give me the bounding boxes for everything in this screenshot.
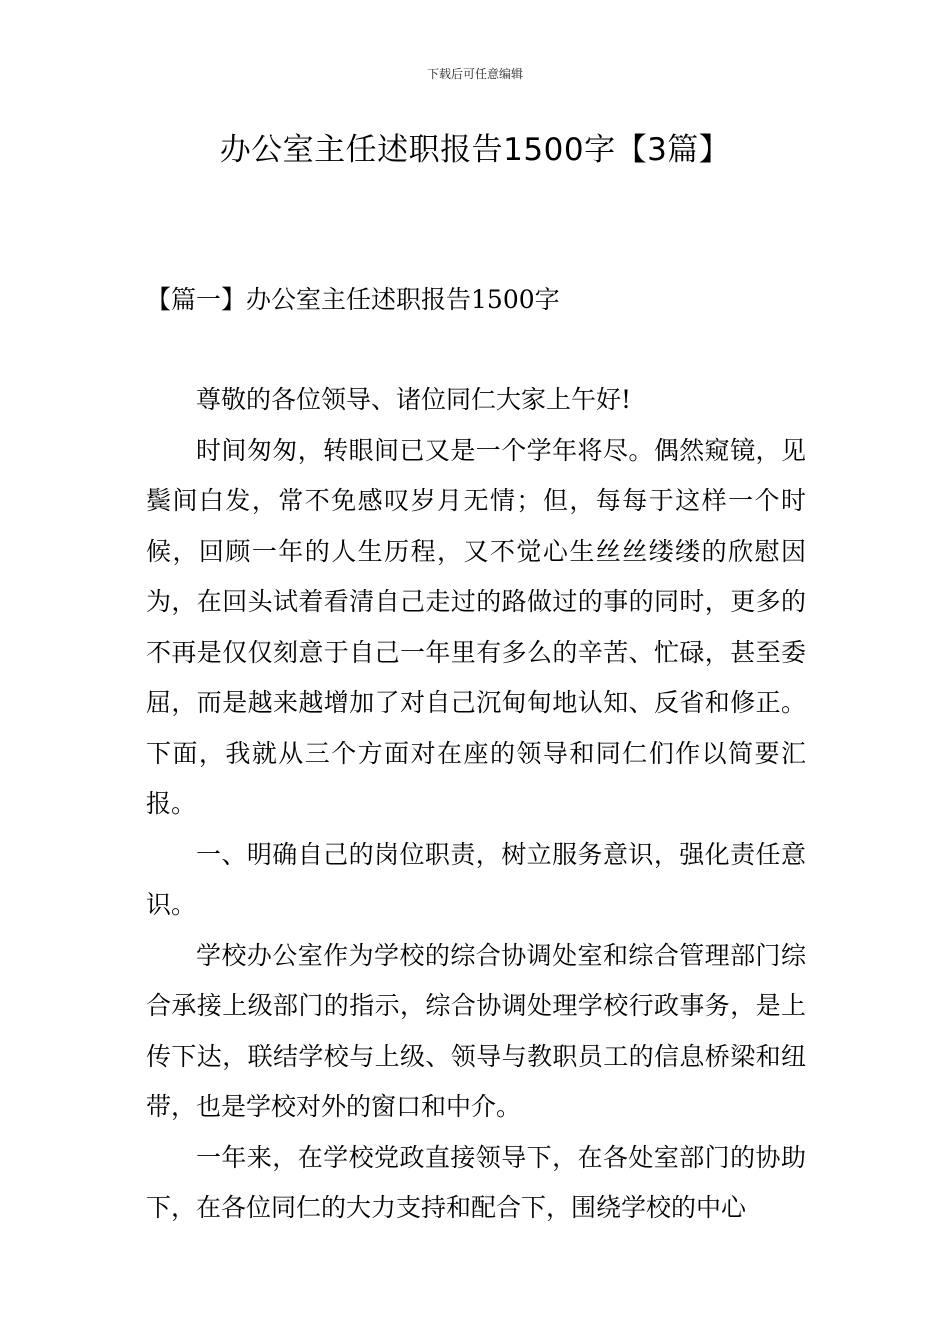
- body-paragraph: 一年来，在学校党政直接领导下，在各处室部门的协助下，在各位同仁的大力支持和配合下，围绕学校的中心: [146, 1142, 806, 1222]
- document-title: 办公室主任述职报告1500字【3篇】: [219, 132, 731, 168]
- body-paragraph: 时间匆匆，转眼间已又是一个学年将尽。偶然窥镜，见鬓间白发，常不免感叹岁月无情；但，每每于这样一个时候，回顾一年的人生历程，又不觉心生丝丝缕缕的欣慰因为，在回头试着看清自己走过的路做过的事的同时，更多的不再是仅仅刻意于自己一年里有多么的辛苦、忙碌，甚至委屈，而是越来越增加了对自己沉甸甸地认知、反省和修正。下面，我就从三个方面对在座的领导和同仁们作以简要汇报。: [146, 435, 806, 818]
- subheading-paragraph: 一、明确自己的岗位职责，树立服务意识，强化责任意识。: [146, 839, 806, 919]
- header-note: 下载后可任意编辑: [426, 67, 523, 81]
- body-text: [146, 375, 806, 1234]
- body-paragraph: 学校办公室作为学校的综合协调处室和综合管理部门综合承接上级部门的指示，综合协调处理学校行政事务，是上传下达，联结学校与上级、领导与教职员工的信息桥梁和纽带，也是学校对外的窗口和中介。: [146, 940, 806, 1121]
- greeting-paragraph: 尊敬的各位领导、诸位同仁大家上午好!: [196, 385, 632, 414]
- section-heading: 【篇一】办公室主任述职报告1500字: [146, 285, 560, 314]
